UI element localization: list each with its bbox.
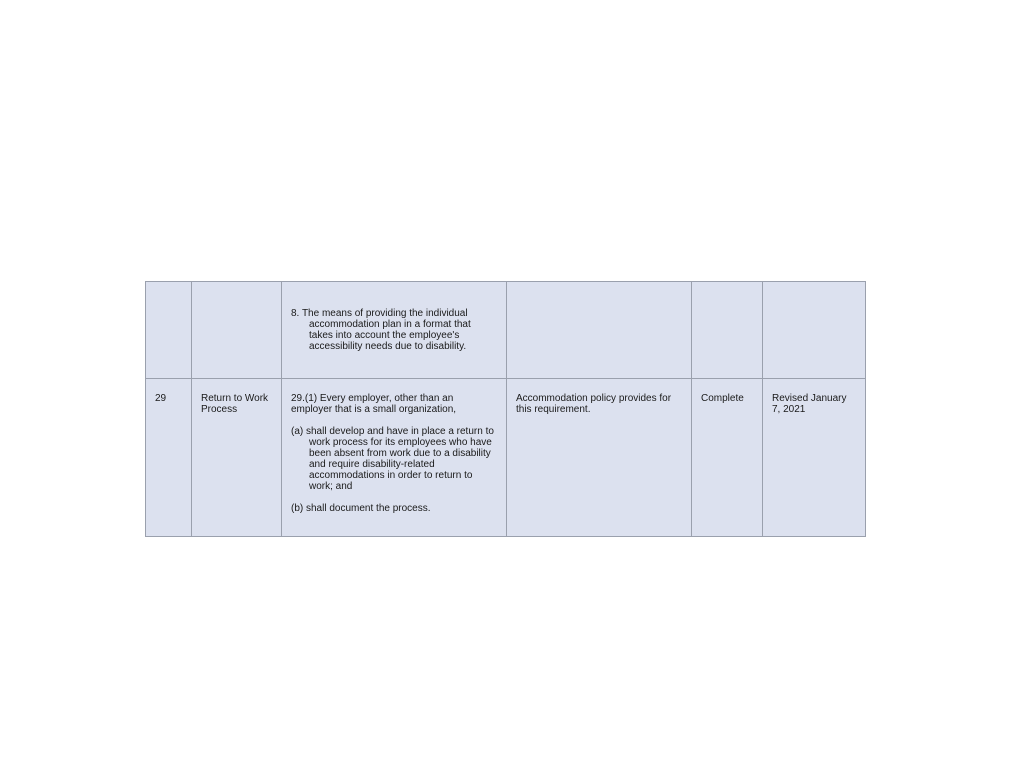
status-cell: [692, 379, 763, 537]
number-cell: [146, 379, 192, 537]
requirement-cell: [282, 379, 507, 537]
date-cell: [763, 282, 866, 379]
number-cell: [146, 282, 192, 379]
requirement-clause-a: (a) shall develop and have in place a return to work process for its employees who have been absent from work due to a disability and require disability-related accommodations in order to return to work; and: [291, 426, 494, 492]
status-text: Complete: [701, 393, 744, 404]
requirement-intro: 29.(1) Every employer, other than an employer that is a small organization,: [291, 393, 457, 415]
compliance-note: Accommodation policy provides for this requirement.: [516, 393, 672, 415]
compliance-note-cell: [507, 379, 692, 537]
title-cell: [192, 379, 282, 537]
status-cell: [692, 282, 763, 379]
compliance-table: [145, 281, 866, 537]
requirement-cell: [282, 282, 507, 379]
requirement-clause-b: (b) shall document the process.: [291, 503, 431, 514]
compliance-note-cell: [507, 282, 692, 379]
section-number: 29: [155, 393, 167, 404]
requirement-item-8: 8. The means of providing the individual accommodation plan in a format that takes into account the employee's accessibility needs due to disability.: [291, 308, 471, 352]
table-row: [146, 282, 866, 379]
section-title: Return to Work Process: [201, 393, 269, 415]
table-row: [146, 379, 866, 537]
date-cell: [763, 379, 866, 537]
title-cell: [192, 282, 282, 379]
revision-date: Revised January 7, 2021: [772, 393, 847, 415]
